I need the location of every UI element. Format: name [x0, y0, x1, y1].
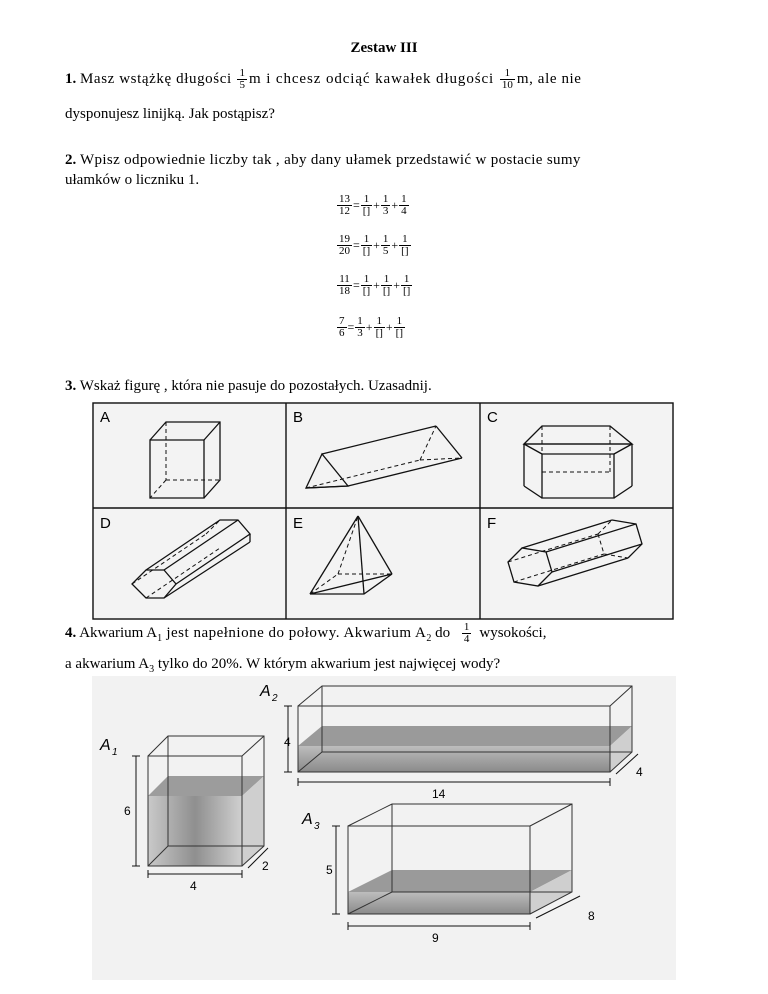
fraction-numerator: 1: [382, 233, 389, 245]
fraction-numerator: 7: [339, 315, 345, 327]
task4-line2: [65, 656, 500, 675]
equation-lhs: [337, 194, 352, 217]
a2-depth: 4: [636, 765, 643, 779]
task4-sub-3: 3: [149, 664, 155, 675]
label-d: D: [100, 515, 111, 532]
fraction-denominator: 5: [382, 245, 389, 257]
fraction-denominator: 12: [339, 205, 350, 217]
fraction-denominator: 3: [357, 327, 363, 339]
fraction-denominator: 20: [339, 245, 350, 257]
task2-text-b: ułamków o liczniku 1.: [65, 172, 200, 188]
fraction-denominator: []: [375, 327, 383, 339]
task4-text-b: jest napełnione do połowy. Akwarium A: [162, 624, 427, 641]
task3-figure: [92, 402, 674, 620]
page-title: Zestaw III: [350, 40, 418, 56]
equals-sign: =: [353, 198, 360, 212]
fraction-denominator: []: [401, 245, 409, 257]
fraction-numerator: 1: [374, 316, 385, 328]
task4-fraction: [462, 622, 472, 645]
equation-term: [399, 194, 409, 217]
a3-width: 9: [432, 931, 439, 945]
fraction-denominator: 6: [339, 327, 345, 339]
label-b: B: [293, 409, 304, 426]
equation-term: [381, 274, 392, 297]
task1-text-a: Masz wstążkę długości: [80, 70, 232, 87]
task3-text: Wskaż figurę , która nie pasuje do pozostałych. Uzasadnij.: [79, 378, 432, 394]
a2-label-sub: 2: [272, 693, 278, 704]
fraction-denominator: []: [362, 245, 371, 257]
equation-term: [361, 234, 372, 257]
task1-text-b: m i chcesz odciąć kawałek długości: [248, 70, 495, 87]
fraction-denominator: []: [362, 285, 371, 297]
task1-fraction-1: [237, 68, 247, 91]
plus-sign: +: [373, 238, 380, 252]
equation-term: [401, 274, 412, 297]
equation-term: [355, 316, 365, 339]
task1-text-c: m, ale nie: [516, 70, 582, 87]
task1-line1: [65, 68, 705, 91]
task4-text-f: tylko do 20%. W którym akwarium jest najwięcej wody?: [154, 656, 501, 672]
task4-sub-1: 1: [157, 632, 163, 644]
fraction-numerator: 1: [361, 274, 372, 286]
task3-line: [65, 378, 432, 395]
fraction-denominator: 5: [239, 79, 245, 91]
equals-sign: =: [353, 238, 360, 252]
task4-text-c: do: [431, 624, 451, 641]
task1-number: 1.: [65, 70, 77, 87]
plus-sign: +: [373, 198, 380, 212]
a3-label: A: [302, 811, 313, 828]
fraction-denominator: []: [362, 205, 371, 217]
equation-lhs: [337, 234, 352, 257]
task1-fraction-2: [500, 68, 515, 91]
task3-number: 3.: [65, 378, 77, 394]
fraction-numerator: 11: [337, 274, 352, 286]
fraction-numerator: 1: [239, 67, 245, 79]
equation-term: [399, 234, 410, 257]
task2-line1: [65, 152, 581, 169]
fraction-denominator: 3: [382, 205, 389, 217]
a1-width: 4: [190, 879, 197, 893]
equals-sign: =: [353, 278, 360, 292]
plus-sign: +: [385, 320, 393, 334]
fraction-numerator: 1: [361, 234, 372, 246]
a2-label: A: [260, 683, 271, 700]
a2-width: 14: [432, 787, 446, 801]
task4-text-a: Akwarium A: [79, 624, 158, 641]
fraction-numerator: 1: [357, 315, 363, 327]
equation-term: [381, 234, 391, 257]
fraction-denominator: 10: [501, 79, 513, 91]
fraction-numerator: 19: [339, 233, 350, 245]
plus-sign: +: [391, 198, 399, 212]
fraction-numerator: 1: [401, 274, 412, 286]
equation-term: [374, 316, 385, 339]
task4-figure: [92, 676, 676, 980]
fraction-numerator: 1: [381, 274, 392, 286]
task1-text-d: dysponujesz linijką. Jak postąpisz?: [65, 106, 275, 122]
fraction-numerator: 1: [394, 316, 405, 328]
equation-term: [361, 194, 372, 217]
a3-label-sub: 3: [314, 821, 320, 832]
task4-text-d: wysokości,: [479, 624, 547, 641]
fraction-denominator: 4: [463, 633, 470, 645]
fraction-denominator: 4: [401, 205, 407, 217]
fraction-numerator: 1: [361, 194, 372, 206]
task4-number: 4.: [65, 624, 77, 641]
fraction-numerator: 1: [401, 193, 407, 205]
equation-lhs: [337, 274, 352, 297]
equation-4: [336, 316, 406, 339]
fraction-denominator: []: [403, 285, 411, 297]
equals-sign: =: [347, 320, 355, 334]
label-f: F: [487, 515, 497, 532]
a1-height: 6: [124, 804, 131, 818]
task4-text-e: a akwarium A: [65, 656, 150, 672]
equation-3: [336, 274, 413, 297]
fraction-numerator: 1: [382, 193, 389, 205]
a3-depth: 8: [588, 909, 595, 923]
a1-label: A: [100, 737, 111, 754]
a3-height: 5: [326, 863, 333, 877]
fraction-denominator: []: [382, 285, 391, 297]
fraction-numerator: 13: [339, 193, 350, 205]
task4-sub-2: 2: [426, 632, 432, 644]
aquariums-drawing: [92, 676, 676, 980]
solids-grid: [92, 402, 674, 620]
plus-sign: +: [365, 320, 373, 334]
fraction-denominator: 18: [339, 285, 350, 297]
task2-text-a: Wpisz odpowiednie liczby tak , aby dany ułamek przedstawić w postacie sumy: [80, 152, 581, 168]
a1-depth: 2: [262, 859, 269, 873]
plus-sign: +: [393, 278, 400, 292]
equation-lhs: [337, 316, 347, 339]
task2-number: 2.: [65, 152, 77, 168]
plus-sign: +: [373, 278, 380, 292]
label-c: C: [487, 409, 498, 426]
task4-line1: [65, 622, 705, 645]
fraction-numerator: 1: [463, 621, 470, 633]
a1-label-sub: 1: [112, 747, 118, 758]
fraction-numerator: 1: [500, 68, 515, 80]
equation-term: [361, 274, 372, 297]
equation-term: [381, 194, 391, 217]
plus-sign: +: [391, 238, 399, 252]
label-e: E: [293, 515, 304, 532]
a2-height: 4: [284, 735, 291, 749]
equation-term: [394, 316, 405, 339]
equation-2: [336, 234, 412, 257]
fraction-denominator: []: [395, 327, 403, 339]
fraction-numerator: 1: [399, 234, 410, 246]
equation-1: [336, 194, 410, 217]
label-a: A: [100, 409, 111, 426]
